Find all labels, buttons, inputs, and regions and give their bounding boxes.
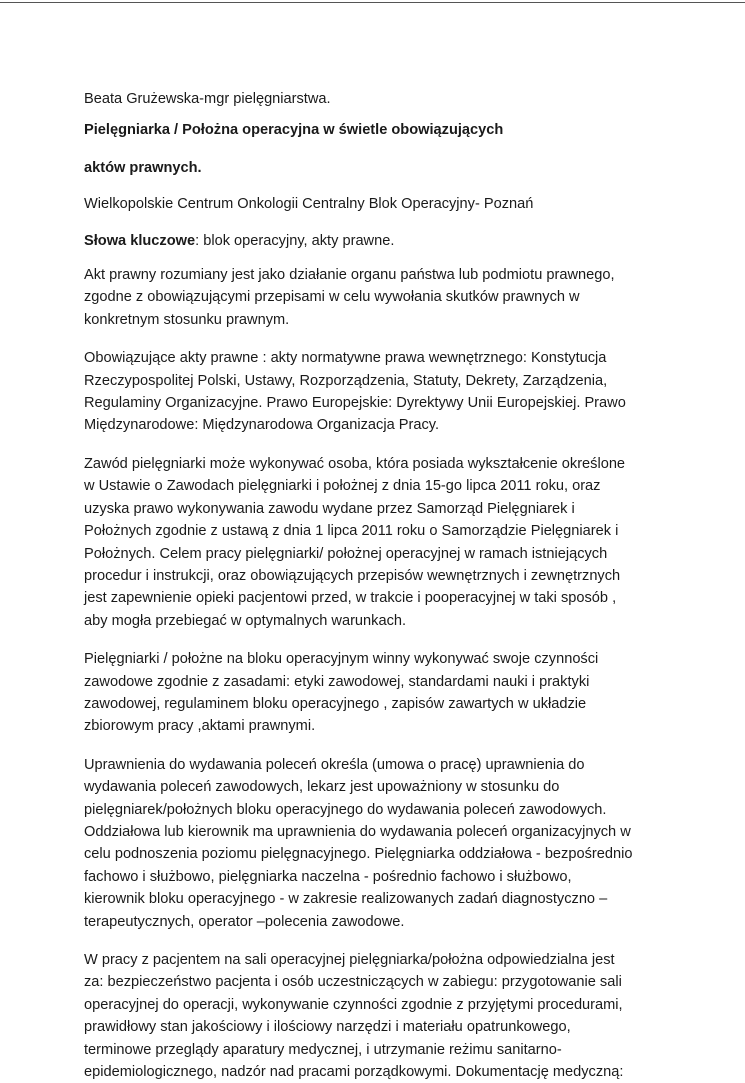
paragraph-line: Pielęgniarki / położne na bloku operacyjnym winny wykonywać swoje czynności <box>84 651 599 668</box>
paragraph-line: wydawania poleceń zawodowych, lekarz jest upoważniony w stosunku do <box>84 779 560 796</box>
title-line-2: aktów prawnych. <box>84 159 202 176</box>
title-line-1: Pielęgniarka / Położna operacyjna w świetle obowiązujących <box>84 122 504 139</box>
paragraph-line: Oddziałowa lub kierownik ma uprawnienia do wydawania poleceń organizacyjnych w <box>84 823 631 840</box>
paragraph-4 <box>84 648 644 738</box>
paragraph-line: terapeutycznych, operator –polecenia zawodowe. <box>84 913 405 930</box>
paragraph-line: Obowiązujące akty prawne : akty normatywne prawa wewnętrznego: Konstytucja <box>84 350 607 367</box>
paragraph-line: fachowo i służbowo, pielęgniarka naczelna - pośrednio fachowo i służbowo, <box>84 868 572 885</box>
paragraph-line: Uprawnienia do wydawania poleceń określa (umowa o pracę) uprawnienia do <box>84 756 585 773</box>
paragraph-line: Położnych zgodnie z ustawą z dnia 1 lipca 2011 roku o Samorządzie Pielęgniarek i <box>84 523 619 540</box>
paragraph-line: Położnych. Celem pracy pielęgniarki/ położnej operacyjnej w ramach istniejących <box>84 545 608 562</box>
paragraph-line: zawodowej, regulaminem bloku operacyjnego , zapisów zawartych w układzie <box>84 695 587 712</box>
paragraph-line: w Ustawie o Zawodach pielęgniarki i położnej z dnia 15-go lipca 2011 roku, oraz <box>84 478 601 495</box>
paragraph-line: Rzeczypospolitej Polski, Ustawy, Rozporządzenia, Statuty, Dekrety, Zarządzenia, <box>84 372 608 389</box>
paragraph-line: Międzynarodowe: Międzynarodowa Organizacja Pracy. <box>84 417 440 434</box>
paragraph-line: celu podnoszenia poziomu pielęgnacyjnego. Pielęgniarka oddziałowa - bezpośrednio <box>84 846 633 863</box>
paragraph-line: zawodowe zgodnie z zasadami: etyki zawodowej, standardami nauki i praktyki <box>84 673 590 690</box>
paragraph-2 <box>84 347 644 437</box>
paragraph-line: prawidłowy stan jakościowy i ilościowy narzędzi i materiału opatrunkowego, <box>84 1019 571 1036</box>
paragraph-line: epidemiologicznego, nadzór nad pracami porządkowymi. Dokumentację medyczną: <box>84 1064 624 1081</box>
paragraph-line: aby mogła przebiegać w optymalnych warunkach. <box>84 612 407 629</box>
paragraph-line: procedur i instrukcji, oraz obowiązujących przepisów wewnętrznych i zewnętrznych <box>84 567 621 584</box>
scan-top-edge-line <box>0 2 745 3</box>
keywords-label: Słowa kluczowe <box>84 232 196 249</box>
document-page <box>84 88 644 1083</box>
paragraph-line: Regulaminy Organizacyjne. Prawo Europejskie: Dyrektywy Unii Europejskiej. Prawo <box>84 395 626 412</box>
paragraph-1 <box>84 264 644 331</box>
paragraph-line: konkretnym stosunku prawnym. <box>84 311 290 328</box>
keywords-text: : blok operacyjny, akty prawne. <box>195 232 395 249</box>
institution-line: Wielkopolskie Centrum Onkologii Centralny Blok Operacyjny- Poznań <box>84 196 534 213</box>
author-line: Beata Grużewska-mgr pielęgniarstwa. <box>84 91 331 107</box>
paragraph-line: Akt prawny rozumiany jest jako działanie organu państwa lub podmiotu prawnego, <box>84 267 615 284</box>
paragraph-line: W pracy z pacjentem na sali operacyjnej pielęgniarka/położna odpowiedzialna jest <box>84 952 615 968</box>
paragraph-line: Zawód pielęgniarki może wykonywać osoba, która posiada wykształcenie określone <box>84 455 626 472</box>
paragraph-line: za: bezpieczeństwo pacjenta i osób uczestniczących w zabiegu: przygotowanie sali <box>84 974 622 991</box>
paragraph-3 <box>84 453 644 632</box>
keywords-line <box>84 230 644 252</box>
paragraph-6 <box>84 949 644 1083</box>
paragraph-line: operacyjnej do operacji, wykonywanie czynności zgodnie z przyjętymi procedurami, <box>84 996 623 1013</box>
paragraph-line: kierownik bloku operacyjnego - w zakresie realizowanych zadań diagnostyczno – <box>84 891 608 908</box>
paragraph-line: terminowe przeglądy aparatury medycznej, i utrzymanie reżimu sanitarno- <box>84 1041 562 1058</box>
paragraph-line: pielęgniarek/położnych bloku operacyjnego do wydawania poleceń zawodowych. <box>84 801 607 818</box>
paragraph-line: jest zapewnienie opieki pacjentowi przed, w trakcie i pooperacyjnej w taki sposób , <box>84 590 617 607</box>
paragraph-line: zbiorowym pracy ,aktami prawnymi. <box>84 718 316 735</box>
paragraph-line: uzyska prawo wykonywania zawodu wydane przez Samorząd Pielęgniarek i <box>84 500 575 517</box>
paragraph-line: zgodne z obowiązującymi przepisami w celu wywołania skutków prawnych w <box>84 289 580 306</box>
paragraph-5 <box>84 754 644 933</box>
